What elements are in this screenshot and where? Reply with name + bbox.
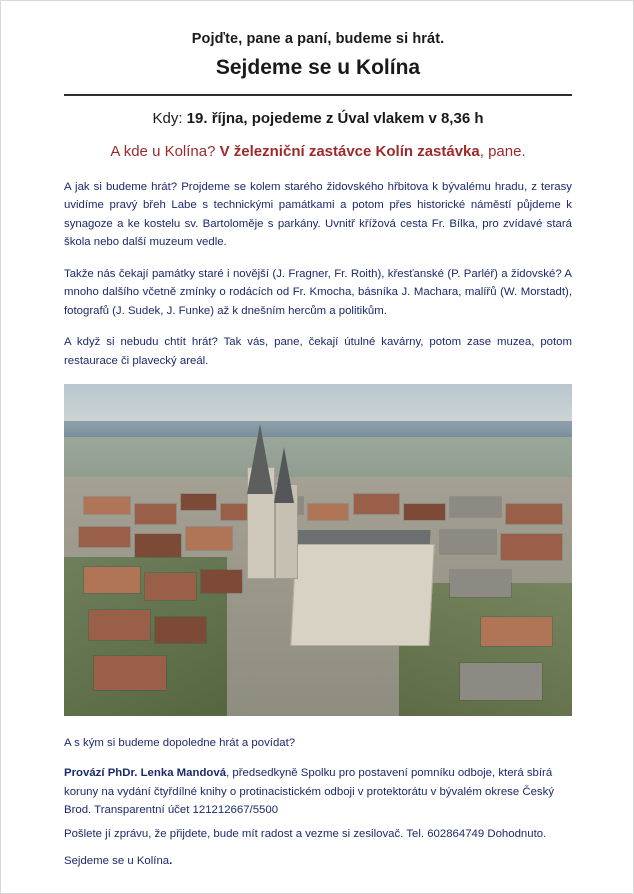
- photo-roof: [186, 527, 232, 550]
- body-paragraph-2: Takže nás čekají památky staré i novější (J. Fragner, Fr. Roith), křesťanské (P. Parléř) a židovské? A mnoho dalšího včetně zmínky o rodácích od Fr. Kmocha, básníka J. Machara, malířů (W. Morstadt), fotografů (J. Sudek, J. Funke) až k dnešním hercům a politikům.: [64, 267, 572, 317]
- photo-roof: [501, 534, 562, 561]
- title-block: [64, 31, 572, 80]
- meeting-time-line: [64, 110, 572, 127]
- aerial-photo-kolin: [64, 384, 572, 716]
- photo-roof: [481, 617, 552, 647]
- photo-roof: [450, 497, 501, 517]
- body-paragraph-3: A když si nebudu chtít hrát? Tak vás, pane, čekají útulné kavárny, potom zase muzea, potom restaurace či plavecký areál.: [64, 336, 572, 367]
- photo-roof: [440, 530, 496, 553]
- photo-roof: [506, 504, 562, 524]
- where-question: A kde u Kolína?: [110, 143, 220, 160]
- photo-roof: [155, 617, 206, 644]
- meeting-place-line: [64, 143, 572, 160]
- guide-lead: Provází: [64, 767, 108, 780]
- photo-container: [64, 384, 572, 716]
- photo-roof: [181, 494, 217, 511]
- where-tail: , pane.: [479, 143, 526, 160]
- closing-dot: .: [169, 855, 173, 868]
- document-content: [64, 31, 572, 867]
- photo-roof: [450, 570, 511, 597]
- closing-text: Sejdeme se u Kolína: [64, 855, 170, 868]
- photo-church-spire-south: [274, 447, 294, 503]
- kicker-text: Pojďte, pane a paní, budeme si hrát.: [191, 31, 445, 47]
- photo-roof: [89, 610, 150, 640]
- photo-roof: [145, 573, 196, 600]
- photo-roof: [84, 497, 130, 514]
- photo-roof: [201, 570, 242, 593]
- photo-roof: [79, 527, 130, 547]
- photo-church-body: [290, 544, 434, 646]
- guide-question: A s kým si budeme dopoledne hrát a povídat?: [64, 737, 296, 750]
- photo-roof: [135, 504, 176, 524]
- photo-roof: [460, 663, 541, 700]
- photo-roof: [308, 504, 349, 521]
- guide-rest: , předsedkyně Spolku pro postavení pomníku odboje, která sbírá koruny na vydání čtyřdílné knihy o protinacistickém odboji v protektorátu v bývalém okrese Český Brod. Transparentní účet 121212667/5500: [64, 767, 555, 816]
- photo-roof: [404, 504, 445, 521]
- photo-roof: [94, 656, 165, 689]
- where-answer: V železniční zastávce Kolín zastávka: [219, 143, 480, 160]
- guide-info: [64, 764, 572, 819]
- page-title: Sejdeme se u Kolína: [215, 56, 421, 79]
- photo-roof: [84, 567, 140, 594]
- when-value: 19. října, pojedeme z Úval vlakem v 8,36 h: [186, 110, 484, 127]
- contact-info: Pošlete jí zprávu, že přijdete, bude mít radost a vezme si zesilovač. Tel. 602864749 Dohodnuto.: [64, 828, 547, 841]
- photo-church-spire-north: [247, 424, 273, 494]
- photo-roof: [354, 494, 400, 514]
- when-label: Kdy:: [152, 110, 187, 127]
- closing-line: [64, 855, 572, 867]
- divider: [64, 94, 572, 96]
- body-paragraph-1: A jak si budeme hrát? Projdeme se kolem starého židovského hřbitova k bývalému hradu, z terasy uvidíme pravý břeh Labe s technickými památkami a potom přes historické náměstí půjdeme k synagoze a ke kostelu sv. Bartoloměje s parkány. Uvnitř křížová cesta Fr. Bílka, pro zvídavé stará škola nebo další muzeum vedle.: [64, 181, 572, 249]
- guide-name: PhDr. Lenka Mandová: [107, 767, 227, 780]
- photo-roof: [135, 534, 181, 557]
